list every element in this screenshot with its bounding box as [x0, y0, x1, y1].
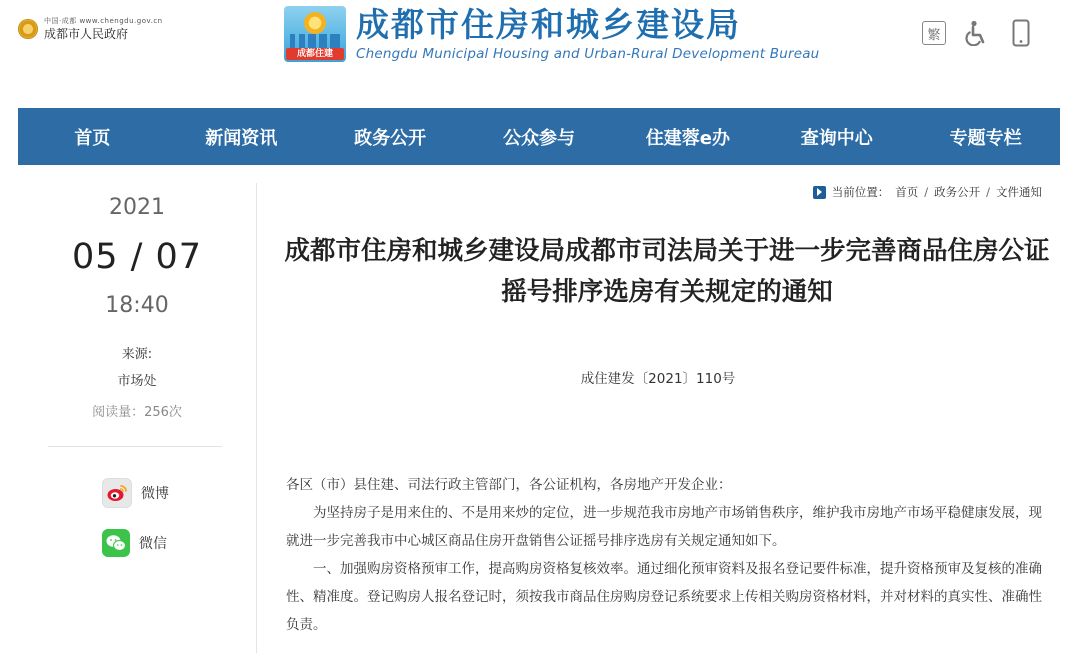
- weibo-icon: [102, 478, 132, 508]
- wechat-icon: [102, 529, 130, 557]
- share-weibo-label: 微博: [141, 486, 169, 502]
- publish-date: 05 / 07: [71, 237, 203, 277]
- nav-public-participation[interactable]: 公众参与: [503, 127, 575, 149]
- gov-portal-logo[interactable]: [18, 18, 163, 40]
- document-number: 成住建发〔2021〕110号: [580, 371, 736, 387]
- nav-home[interactable]: 首页: [74, 127, 111, 149]
- breadcrumb-label: 当前位置：: [831, 185, 890, 199]
- breadcrumb: 当前位置： 首页 / 政务公开 / 文件通知: [813, 184, 1042, 200]
- header-tools: [922, 20, 1034, 46]
- article-paragraph: 各区（市）县住建、司法行政主管部门，各公证机构，各房地产开发企业：: [286, 477, 732, 493]
- article-title: 成都市住房和城乡建设局成都市司法局关于进一步完善商品住房公证摇号排序选房有关规定的通知: [284, 236, 1050, 307]
- traditional-chinese-button[interactable]: 繁: [922, 21, 946, 45]
- nav-special-topics[interactable]: 专题专栏: [949, 127, 1022, 149]
- bureau-name-cn: 成都市住房和城乡建设局: [356, 5, 741, 44]
- article-main: [256, 165, 1060, 653]
- sidebar-divider: [48, 446, 222, 447]
- publish-year: 2021: [109, 195, 165, 220]
- breadcrumb-gov-affairs[interactable]: 政务公开: [934, 185, 981, 199]
- bureau-name-en: Chengdu Municipal Housing and Urban-Rural Development Bureau: [356, 46, 820, 62]
- gov-portal-name: 成都市人民政府: [44, 27, 129, 41]
- publish-time: 18:40: [105, 293, 169, 318]
- bureau-emblem-icon: [284, 6, 346, 62]
- breadcrumb-notices[interactable]: 文件通知: [996, 185, 1042, 199]
- site-header: [0, 0, 1080, 96]
- bureau-logo[interactable]: [284, 6, 819, 64]
- article-sidebar: [18, 165, 256, 653]
- breadcrumb-arrow-icon: [813, 186, 826, 199]
- read-count: 阅读量：256次: [92, 405, 182, 420]
- source-value: 市场处: [117, 374, 157, 389]
- share-wechat-button[interactable]: [102, 529, 167, 557]
- nav-gov-affairs[interactable]: 政务公开: [354, 127, 427, 149]
- source-label: 来源:: [121, 347, 153, 362]
- gov-portal-url: 中国·成都 www.chengdu.gov.cn: [44, 17, 163, 25]
- nav-online-service[interactable]: 住建蓉e办: [645, 127, 730, 149]
- gov-emblem-icon: [18, 19, 38, 39]
- article-paragraph: 一、加强购房资格预审工作，提高购房资格复核效率。通过细化预审资料及报名登记要件标准，提升资格预审及复核的准确性、精准度。登记购房人报名登记时，须按我市商品住房购房登记系统要求上传相关购房资格材料，并对材料的真实性、准确性负责。: [286, 561, 1042, 633]
- mobile-phone-icon[interactable]: [1008, 20, 1034, 46]
- nav-news[interactable]: 新闻资讯: [205, 127, 278, 149]
- main-nav: [18, 108, 1060, 165]
- nav-query-center[interactable]: 查询中心: [800, 127, 873, 149]
- share-weibo-button[interactable]: [102, 478, 169, 508]
- article-body: [286, 471, 1044, 639]
- bureau-badge: 成都住建: [286, 48, 344, 60]
- wheelchair-icon[interactable]: [964, 20, 990, 46]
- article-paragraph: 为坚持房子是用来住的、不是用来炒的定位，进一步规范我市房地产市场销售秩序，维护我市房地产市场平稳健康发展，现就进一步完善我市中心城区商品住房开盘销售公证摇号排序选房有关规定通知如下。: [286, 505, 1042, 549]
- share-wechat-label: 微信: [139, 536, 167, 552]
- breadcrumb-home[interactable]: 首页: [895, 185, 919, 199]
